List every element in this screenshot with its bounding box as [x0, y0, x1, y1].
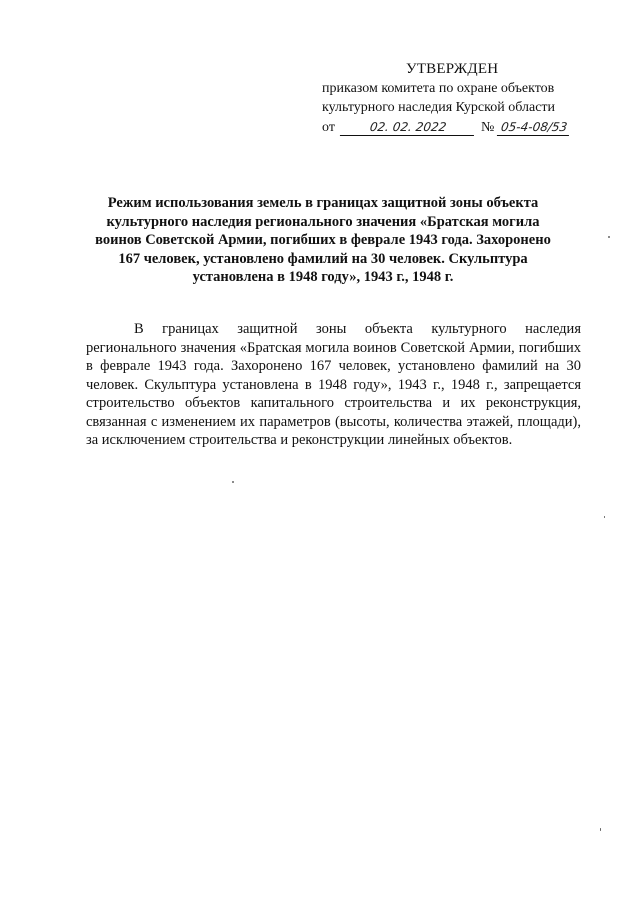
handwritten-number: 05-4-08/53 — [497, 120, 571, 136]
handwritten-date: 02. 02. 2022 — [340, 120, 476, 136]
scan-speck — [600, 828, 601, 831]
approval-line-2: культурного наследия Курской области — [322, 100, 556, 115]
scan-speck — [608, 236, 610, 238]
document-body: В границах защитной зоны объекта культурного наследия регионального значения «Братская могила воинов Советской Армии, погибших в феврале 1943 года. Захоронено 167 человек, установлено фамилий на 30 человек. Скульптура установлена в 1948 году», 1943 г., 1948 г., запрещается строительство объектов капитального строительства и их реконструкция, связанная с изменением их параметров (высоты, количества этажей, площади), за исключением строительства и реконструкции линейных объектов. — [86, 321, 581, 448]
approval-title: УТВЕРЖДЕН — [406, 61, 499, 77]
approval-date-row — [322, 118, 592, 137]
approval-line-1: приказом комитета по охране объектов — [322, 81, 555, 96]
approval-stamp — [322, 60, 592, 137]
document-heading: Режим использования земель в границах защитной зоны объекта культурного наследия регионального значения «Братская могила воинов Советской Армии, погибших в феврале 1943 года. Захоронено 167 человек, установлено фамилий на 30 человек. Скульптура установлена в 1948 году», 1943 г., 1948 г. — [95, 195, 551, 285]
date-prefix: от — [322, 120, 335, 135]
scan-speck — [604, 516, 605, 518]
scan-speck — [232, 481, 234, 483]
number-prefix: № — [480, 120, 495, 135]
